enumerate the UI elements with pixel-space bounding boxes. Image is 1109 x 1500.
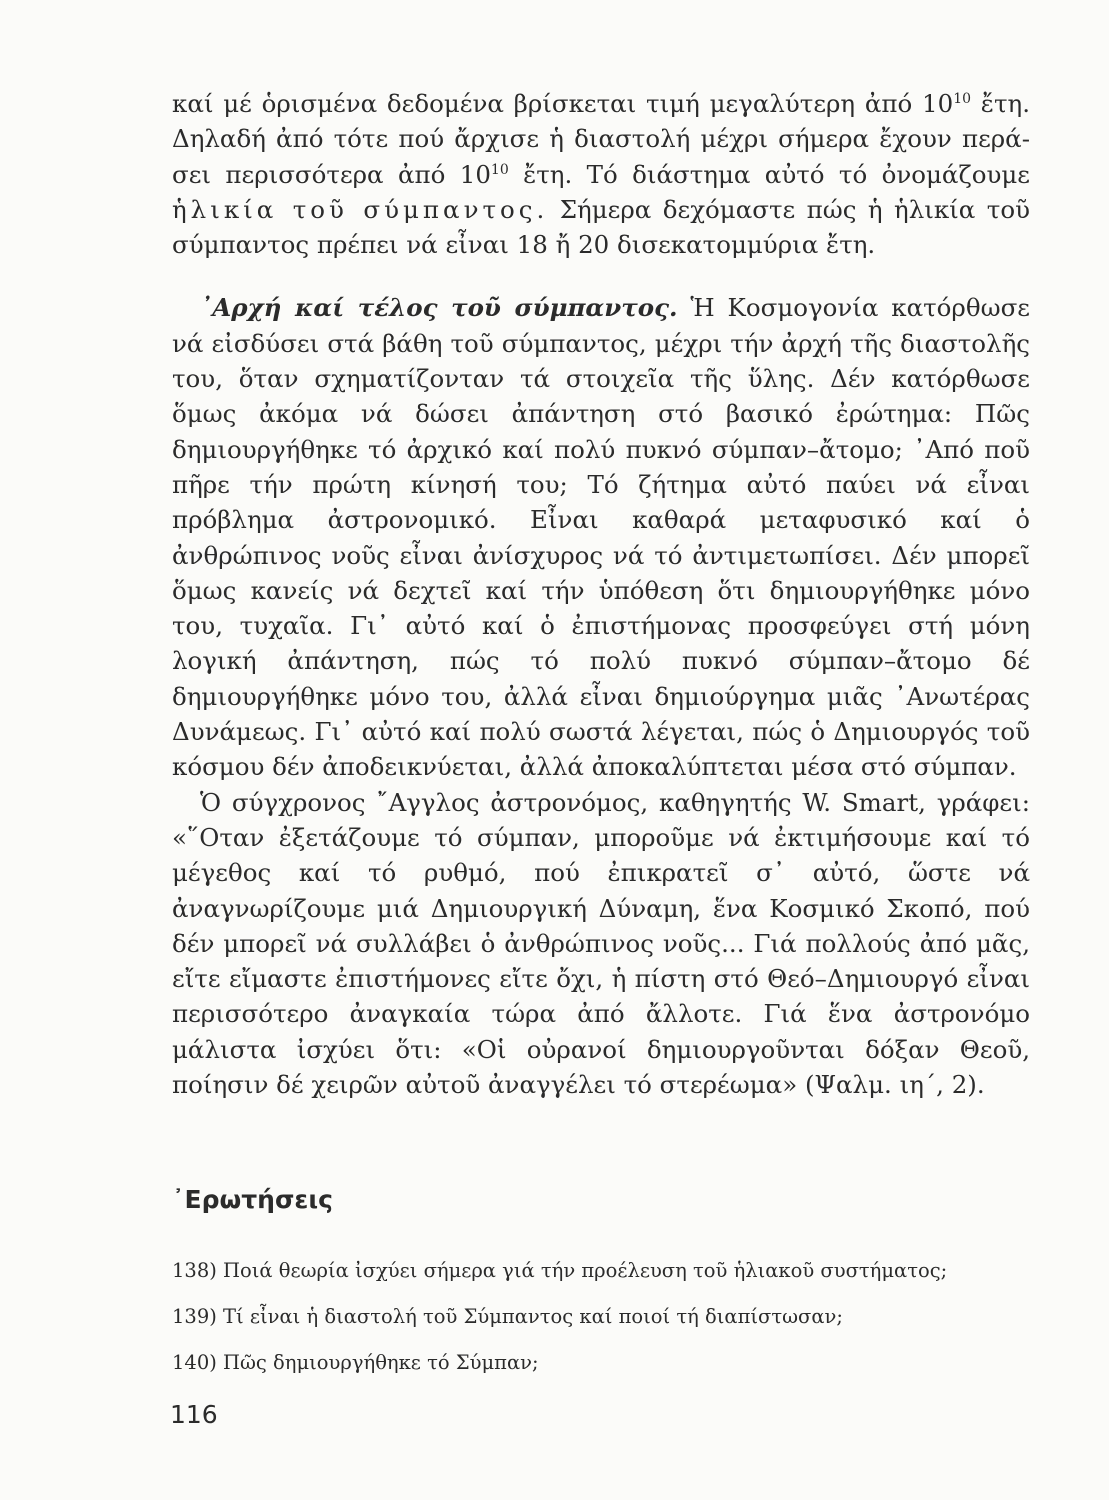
superscript-exponent: 10: [953, 90, 972, 107]
paragraph-age-of-universe: [172, 86, 1030, 262]
text-line: ἔτη.: [971, 89, 1030, 118]
question-item: 139) Τί εἶναι ἡ διαστολή τοῦ Σύμπαντος καί ποιοί τή διαπίστωσαν;: [172, 1305, 843, 1328]
section-heading: ᾿Αρχή καί τέλος τοῦ σύμπαντος.: [200, 293, 678, 323]
questions-list: [172, 1248, 1032, 1386]
paragraph-text: Ἡ Κοσμογονία κατόρθωσε νά εἰσδύσει στά βάθη τοῦ σύμπαντος, μέχρι τήν ἀρχή τῆς διαστολῆς του, ὅταν σχηματίζονταν τά στοιχεῖα τῆς ὕλης. Δέν κατόρθωσε ὅμως ἀκόμα νά δώσει ἀπάντηση στό βασικό ἐρώτημα: Πῶς δημιουργήθηκε τό ἀρχικό καί πολύ πυκνό σύμπαν–ἄτομο; ᾿Από ποῦ πῆρε τήν πρώτη κίνησή του; Τό ζήτημα αὐτό παύει νά εἶναι πρόβλημα ἀστρονομικό. Εἶναι καθαρά μεταφυσικό καί ὁ ἀνθρώπινος νοῦς εἶναι ἀνίσχυρος νά τό ἀντιμετωπίσει. Δέν μπορεῖ ὅμως κανείς νά δεχτεῖ καί τήν ὑπόθεση ὅτι δημιουργήθηκε μόνο του, τυχαῖα. Γι᾿ αὐτό καί ὁ ἐπιστήμονας προσφεύγει στή μόνη λογική ἀπάντηση, πώς τό πολύ πυκνό σύμπαν–ἄτομο δέ δημιουργήθηκε μόνο του, ἀλλά εἶναι δημιούργημα μιᾶς ᾿Ανωτέρας Δυνάμεως. Γι᾿ αὐτό καί πολύ σωστά λέγεται, πώς ὁ Δημιουργός τοῦ κόσμου δέν ἀποδεικνύεται, ἀλλά ἀποκαλύπτεται μέσα στό σύμπαν.: [172, 293, 1030, 782]
text-line: Δηλαδή ἀπό τότε πού ἄρχισε ἡ διαστολή μέχρι σήμερα ἔχουν περά-: [172, 124, 1030, 154]
question-item: 138) Ποιά θεωρία ἰσχύει σήμερα γιά τήν προέλευση τοῦ ἡλιακοῦ συστήματος;: [172, 1259, 948, 1282]
body-text: [172, 86, 1030, 1102]
text-line: σύμπαντος πρέπει νά εἶναι 18 ἤ 20 δισεκατομμύρια ἔτη.: [172, 230, 876, 260]
page-number: 116: [170, 1400, 218, 1429]
text-line: καί μέ ὁρισμένα δεδομένα βρίσκεται τιμή μεγαλύτερη ἀπό 10: [172, 89, 954, 118]
superscript-exponent: 10: [490, 161, 509, 178]
spaced-emphasis: ἡλικία τοῦ σύμπαντος.: [172, 194, 549, 224]
paragraph-text: Ὁ σύγχρονος ῎Αγγλος ἀστρονόμος, καθηγητής W. Smart, γράφει: «῞Οταν ἐξετάζουμε τό σύμπαν, μποροῦμε νά ἐκτιμήσουμε καί τό μέγεθος καί τό ρυθμό, πού ἐπικρατεῖ σ᾿ αὐτό, ὥστε νά ἀναγνωρίζουμε μιά Δημιουργική Δύναμη, ἕνα Κοσμικό Σκοπό, πού δέν μπορεῖ νά συλλάβει ὁ ἀνθρώπινος νοῦς... Γιά πολλούς ἀπό μᾶς, εἴτε εἴμαστε ἐπιστήμονες εἴτε ὄχι, ἡ πίστη στό Θεό–Δημιουργό εἶναι περισσότερο ἀναγκαία τώρα ἀπό ἄλλοτε. Γιά ἕνα ἀστρονόμο μάλιστα ἰσχύει ὅτι: «Οἱ οὐρανοί δημιουργοῦνται δόξαν Θεοῦ, ποίησιν δέ χειρῶν αὐτοῦ ἀναγγέλει τό στερέωμα» (Ψαλμ. ιη΄, 2).: [172, 787, 1030, 1100]
text-line: σει περισσότερα ἀπό 10: [172, 159, 491, 189]
paragraph-beginning-and-end: [172, 290, 1030, 784]
questions-heading: ᾿Ερωτήσεις: [172, 1185, 333, 1214]
paragraph-smart-quote: [172, 785, 1030, 1103]
question-item: 140) Πῶς δημιουργήθηκε τό Σύμπαν;: [172, 1351, 539, 1374]
text-line: ἔτη. Τό διάστημα αὐτό τό ὀνομάζουμε: [508, 159, 1030, 189]
text-line: Σήμερα δεχόμαστε πώς ἡ ἡλικία τοῦ: [548, 194, 1030, 224]
